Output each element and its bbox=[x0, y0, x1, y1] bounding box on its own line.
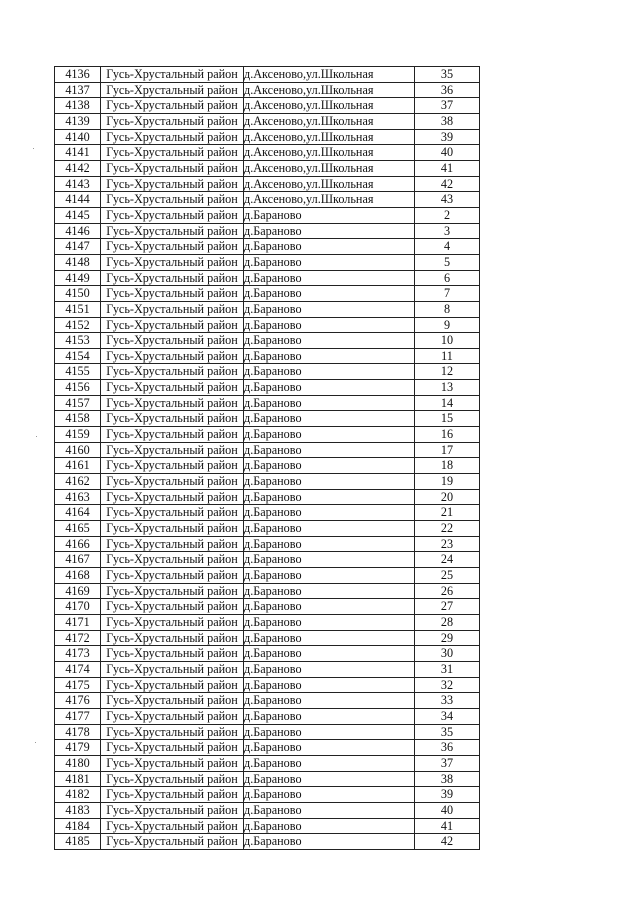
row-number-cell: 4161 bbox=[55, 458, 101, 474]
table-row bbox=[55, 286, 480, 302]
table-row bbox=[55, 442, 480, 458]
table-row bbox=[55, 583, 480, 599]
table-row bbox=[55, 802, 480, 818]
house-number-cell: 38 bbox=[415, 771, 480, 787]
table-row bbox=[55, 176, 480, 192]
scan-speck bbox=[35, 742, 36, 743]
house-number-cell: 35 bbox=[415, 67, 480, 83]
address-cell: д.Бараново bbox=[244, 301, 415, 317]
district-cell: Гусь-Хрустальный район bbox=[101, 98, 244, 114]
address-cell: д.Бараново bbox=[244, 442, 415, 458]
house-number-cell: 38 bbox=[415, 113, 480, 129]
table-row bbox=[55, 192, 480, 208]
district-cell: Гусь-Хрустальный район bbox=[101, 160, 244, 176]
address-cell: д.Бараново bbox=[244, 536, 415, 552]
address-cell: д.Аксеново,ул.Школьная bbox=[244, 129, 415, 145]
address-cell: д.Бараново bbox=[244, 223, 415, 239]
address-cell: д.Аксеново,ул.Школьная bbox=[244, 67, 415, 83]
house-number-cell: 13 bbox=[415, 380, 480, 396]
address-cell: д.Бараново bbox=[244, 599, 415, 615]
address-cell: д.Бараново bbox=[244, 787, 415, 803]
table-row bbox=[55, 630, 480, 646]
address-cell: д.Бараново bbox=[244, 740, 415, 756]
address-cell: д.Бараново bbox=[244, 552, 415, 568]
district-cell: Гусь-Хрустальный район bbox=[101, 474, 244, 490]
district-cell: Гусь-Хрустальный район bbox=[101, 317, 244, 333]
house-number-cell: 36 bbox=[415, 82, 480, 98]
table-row bbox=[55, 160, 480, 176]
table-row bbox=[55, 348, 480, 364]
address-cell: д.Бараново bbox=[244, 505, 415, 521]
row-number-cell: 4185 bbox=[55, 834, 101, 850]
address-cell: д.Бараново bbox=[244, 630, 415, 646]
district-cell: Гусь-Хрустальный район bbox=[101, 771, 244, 787]
district-cell: Гусь-Хрустальный район bbox=[101, 223, 244, 239]
table-row bbox=[55, 333, 480, 349]
row-number-cell: 4184 bbox=[55, 818, 101, 834]
house-number-cell: 29 bbox=[415, 630, 480, 646]
house-number-cell: 39 bbox=[415, 787, 480, 803]
house-number-cell: 25 bbox=[415, 568, 480, 584]
table-row bbox=[55, 614, 480, 630]
row-number-cell: 4168 bbox=[55, 568, 101, 584]
table-row bbox=[55, 521, 480, 537]
row-number-cell: 4138 bbox=[55, 98, 101, 114]
district-cell: Гусь-Хрустальный район bbox=[101, 755, 244, 771]
house-number-cell: 11 bbox=[415, 348, 480, 364]
house-number-cell: 6 bbox=[415, 270, 480, 286]
district-cell: Гусь-Хрустальный район bbox=[101, 427, 244, 443]
row-number-cell: 4162 bbox=[55, 474, 101, 490]
house-number-cell: 31 bbox=[415, 661, 480, 677]
house-number-cell: 42 bbox=[415, 176, 480, 192]
table-row bbox=[55, 82, 480, 98]
row-number-cell: 4175 bbox=[55, 677, 101, 693]
house-number-cell: 37 bbox=[415, 755, 480, 771]
address-cell: д.Бараново bbox=[244, 771, 415, 787]
row-number-cell: 4156 bbox=[55, 380, 101, 396]
district-cell: Гусь-Хрустальный район bbox=[101, 239, 244, 255]
row-number-cell: 4136 bbox=[55, 67, 101, 83]
house-number-cell: 35 bbox=[415, 724, 480, 740]
house-number-cell: 22 bbox=[415, 521, 480, 537]
address-cell: д.Бараново bbox=[244, 614, 415, 630]
house-number-cell: 33 bbox=[415, 693, 480, 709]
address-cell: д.Бараново bbox=[244, 568, 415, 584]
address-cell: д.Бараново bbox=[244, 646, 415, 662]
row-number-cell: 4165 bbox=[55, 521, 101, 537]
row-number-cell: 4181 bbox=[55, 771, 101, 787]
row-number-cell: 4144 bbox=[55, 192, 101, 208]
row-number-cell: 4152 bbox=[55, 317, 101, 333]
district-cell: Гусь-Хрустальный район bbox=[101, 583, 244, 599]
row-number-cell: 4145 bbox=[55, 207, 101, 223]
row-number-cell: 4153 bbox=[55, 333, 101, 349]
table-row bbox=[55, 724, 480, 740]
district-cell: Гусь-Хрустальный район bbox=[101, 802, 244, 818]
row-number-cell: 4174 bbox=[55, 661, 101, 677]
district-cell: Гусь-Хрустальный район bbox=[101, 505, 244, 521]
address-cell: д.Аксеново,ул.Школьная bbox=[244, 113, 415, 129]
row-number-cell: 4182 bbox=[55, 787, 101, 803]
row-number-cell: 4139 bbox=[55, 113, 101, 129]
district-cell: Гусь-Хрустальный район bbox=[101, 568, 244, 584]
row-number-cell: 4176 bbox=[55, 693, 101, 709]
scan-speck bbox=[33, 148, 34, 149]
district-cell: Гусь-Хрустальный район bbox=[101, 630, 244, 646]
table-row bbox=[55, 489, 480, 505]
table-row bbox=[55, 599, 480, 615]
row-number-cell: 4170 bbox=[55, 599, 101, 615]
address-cell: д.Аксеново,ул.Школьная bbox=[244, 176, 415, 192]
row-number-cell: 4172 bbox=[55, 630, 101, 646]
row-number-cell: 4158 bbox=[55, 411, 101, 427]
address-cell: д.Бараново bbox=[244, 489, 415, 505]
registry-table bbox=[54, 66, 480, 850]
district-cell: Гусь-Хрустальный район bbox=[101, 286, 244, 302]
house-number-cell: 39 bbox=[415, 129, 480, 145]
row-number-cell: 4164 bbox=[55, 505, 101, 521]
address-cell: д.Бараново bbox=[244, 818, 415, 834]
table-row bbox=[55, 129, 480, 145]
district-cell: Гусь-Хрустальный район bbox=[101, 787, 244, 803]
district-cell: Гусь-Хрустальный район bbox=[101, 129, 244, 145]
address-cell: д.Бараново bbox=[244, 755, 415, 771]
row-number-cell: 4150 bbox=[55, 286, 101, 302]
address-cell: д.Бараново bbox=[244, 677, 415, 693]
row-number-cell: 4143 bbox=[55, 176, 101, 192]
row-number-cell: 4163 bbox=[55, 489, 101, 505]
address-cell: д.Бараново bbox=[244, 364, 415, 380]
address-cell: д.Бараново bbox=[244, 521, 415, 537]
house-number-cell: 17 bbox=[415, 442, 480, 458]
house-number-cell: 37 bbox=[415, 98, 480, 114]
house-number-cell: 19 bbox=[415, 474, 480, 490]
row-number-cell: 4183 bbox=[55, 802, 101, 818]
house-number-cell: 24 bbox=[415, 552, 480, 568]
district-cell: Гусь-Хрустальный район bbox=[101, 442, 244, 458]
district-cell: Гусь-Хрустальный район bbox=[101, 646, 244, 662]
district-cell: Гусь-Хрустальный район bbox=[101, 458, 244, 474]
address-cell: д.Бараново bbox=[244, 207, 415, 223]
table-row bbox=[55, 364, 480, 380]
house-number-cell: 43 bbox=[415, 192, 480, 208]
row-number-cell: 4160 bbox=[55, 442, 101, 458]
row-number-cell: 4171 bbox=[55, 614, 101, 630]
house-number-cell: 41 bbox=[415, 818, 480, 834]
house-number-cell: 40 bbox=[415, 802, 480, 818]
address-cell: д.Бараново bbox=[244, 348, 415, 364]
row-number-cell: 4179 bbox=[55, 740, 101, 756]
table-row bbox=[55, 740, 480, 756]
address-cell: д.Аксеново,ул.Школьная bbox=[244, 192, 415, 208]
address-cell: д.Бараново bbox=[244, 708, 415, 724]
row-number-cell: 4148 bbox=[55, 254, 101, 270]
district-cell: Гусь-Хрустальный район bbox=[101, 176, 244, 192]
address-cell: д.Бараново bbox=[244, 724, 415, 740]
row-number-cell: 4167 bbox=[55, 552, 101, 568]
table-row bbox=[55, 98, 480, 114]
scan-speck bbox=[36, 436, 37, 437]
registry-table-body bbox=[55, 67, 480, 850]
table-row bbox=[55, 834, 480, 850]
house-number-cell: 14 bbox=[415, 395, 480, 411]
district-cell: Гусь-Хрустальный район bbox=[101, 207, 244, 223]
table-row bbox=[55, 677, 480, 693]
table-row bbox=[55, 646, 480, 662]
row-number-cell: 4137 bbox=[55, 82, 101, 98]
row-number-cell: 4177 bbox=[55, 708, 101, 724]
table-row bbox=[55, 755, 480, 771]
table-row bbox=[55, 223, 480, 239]
house-number-cell: 23 bbox=[415, 536, 480, 552]
table-row bbox=[55, 427, 480, 443]
house-number-cell: 2 bbox=[415, 207, 480, 223]
house-number-cell: 30 bbox=[415, 646, 480, 662]
address-cell: д.Бараново bbox=[244, 286, 415, 302]
district-cell: Гусь-Хрустальный район bbox=[101, 113, 244, 129]
address-cell: д.Бараново bbox=[244, 411, 415, 427]
table-row bbox=[55, 552, 480, 568]
address-cell: д.Бараново bbox=[244, 661, 415, 677]
house-number-cell: 3 bbox=[415, 223, 480, 239]
table-row bbox=[55, 254, 480, 270]
district-cell: Гусь-Хрустальный район bbox=[101, 834, 244, 850]
row-number-cell: 4146 bbox=[55, 223, 101, 239]
table-row bbox=[55, 458, 480, 474]
district-cell: Гусь-Хрустальный район bbox=[101, 708, 244, 724]
house-number-cell: 20 bbox=[415, 489, 480, 505]
district-cell: Гусь-Хрустальный район bbox=[101, 411, 244, 427]
house-number-cell: 27 bbox=[415, 599, 480, 615]
district-cell: Гусь-Хрустальный район bbox=[101, 145, 244, 161]
district-cell: Гусь-Хрустальный район bbox=[101, 82, 244, 98]
table-row bbox=[55, 270, 480, 286]
table-row bbox=[55, 568, 480, 584]
address-cell: д.Бараново bbox=[244, 583, 415, 599]
address-cell: д.Аксеново,ул.Школьная bbox=[244, 82, 415, 98]
address-cell: д.Бараново bbox=[244, 474, 415, 490]
address-cell: д.Бараново bbox=[244, 317, 415, 333]
address-cell: д.Бараново bbox=[244, 380, 415, 396]
address-cell: д.Аксеново,ул.Школьная bbox=[244, 160, 415, 176]
address-cell: д.Бараново bbox=[244, 458, 415, 474]
row-number-cell: 4149 bbox=[55, 270, 101, 286]
house-number-cell: 7 bbox=[415, 286, 480, 302]
table-row bbox=[55, 771, 480, 787]
house-number-cell: 36 bbox=[415, 740, 480, 756]
table-row bbox=[55, 411, 480, 427]
district-cell: Гусь-Хрустальный район bbox=[101, 693, 244, 709]
address-cell: д.Аксеново,ул.Школьная bbox=[244, 98, 415, 114]
district-cell: Гусь-Хрустальный район bbox=[101, 552, 244, 568]
row-number-cell: 4166 bbox=[55, 536, 101, 552]
row-number-cell: 4180 bbox=[55, 755, 101, 771]
district-cell: Гусь-Хрустальный район bbox=[101, 301, 244, 317]
house-number-cell: 4 bbox=[415, 239, 480, 255]
row-number-cell: 4154 bbox=[55, 348, 101, 364]
house-number-cell: 26 bbox=[415, 583, 480, 599]
district-cell: Гусь-Хрустальный район bbox=[101, 677, 244, 693]
house-number-cell: 15 bbox=[415, 411, 480, 427]
district-cell: Гусь-Хрустальный район bbox=[101, 740, 244, 756]
district-cell: Гусь-Хрустальный район bbox=[101, 270, 244, 286]
house-number-cell: 21 bbox=[415, 505, 480, 521]
house-number-cell: 28 bbox=[415, 614, 480, 630]
row-number-cell: 4178 bbox=[55, 724, 101, 740]
district-cell: Гусь-Хрустальный район bbox=[101, 614, 244, 630]
table-row bbox=[55, 239, 480, 255]
row-number-cell: 4147 bbox=[55, 239, 101, 255]
address-cell: д.Бараново bbox=[244, 395, 415, 411]
house-number-cell: 40 bbox=[415, 145, 480, 161]
address-cell: д.Бараново bbox=[244, 834, 415, 850]
address-cell: д.Бараново bbox=[244, 693, 415, 709]
row-number-cell: 4173 bbox=[55, 646, 101, 662]
district-cell: Гусь-Хрустальный район bbox=[101, 599, 244, 615]
table-row bbox=[55, 693, 480, 709]
row-number-cell: 4151 bbox=[55, 301, 101, 317]
house-number-cell: 34 bbox=[415, 708, 480, 724]
district-cell: Гусь-Хрустальный район bbox=[101, 521, 244, 537]
table-row bbox=[55, 145, 480, 161]
table-row bbox=[55, 395, 480, 411]
table-row bbox=[55, 207, 480, 223]
table-row bbox=[55, 661, 480, 677]
row-number-cell: 4169 bbox=[55, 583, 101, 599]
row-number-cell: 4140 bbox=[55, 129, 101, 145]
address-cell: д.Бараново bbox=[244, 270, 415, 286]
district-cell: Гусь-Хрустальный район bbox=[101, 254, 244, 270]
house-number-cell: 18 bbox=[415, 458, 480, 474]
address-cell: д.Бараново bbox=[244, 239, 415, 255]
address-cell: д.Бараново bbox=[244, 427, 415, 443]
table-row bbox=[55, 787, 480, 803]
address-cell: д.Бараново bbox=[244, 333, 415, 349]
house-number-cell: 32 bbox=[415, 677, 480, 693]
table-row bbox=[55, 301, 480, 317]
district-cell: Гусь-Хрустальный район bbox=[101, 333, 244, 349]
house-number-cell: 12 bbox=[415, 364, 480, 380]
table-row bbox=[55, 474, 480, 490]
house-number-cell: 5 bbox=[415, 254, 480, 270]
house-number-cell: 41 bbox=[415, 160, 480, 176]
address-cell: д.Бараново bbox=[244, 254, 415, 270]
table-row bbox=[55, 708, 480, 724]
table-row bbox=[55, 113, 480, 129]
district-cell: Гусь-Хрустальный район bbox=[101, 536, 244, 552]
house-number-cell: 8 bbox=[415, 301, 480, 317]
district-cell: Гусь-Хрустальный район bbox=[101, 67, 244, 83]
house-number-cell: 9 bbox=[415, 317, 480, 333]
district-cell: Гусь-Хрустальный район bbox=[101, 395, 244, 411]
row-number-cell: 4155 bbox=[55, 364, 101, 380]
row-number-cell: 4157 bbox=[55, 395, 101, 411]
district-cell: Гусь-Хрустальный район bbox=[101, 724, 244, 740]
table-row bbox=[55, 380, 480, 396]
district-cell: Гусь-Хрустальный район bbox=[101, 661, 244, 677]
table-row bbox=[55, 536, 480, 552]
address-cell: д.Бараново bbox=[244, 802, 415, 818]
district-cell: Гусь-Хрустальный район bbox=[101, 818, 244, 834]
district-cell: Гусь-Хрустальный район bbox=[101, 380, 244, 396]
table-row bbox=[55, 505, 480, 521]
district-cell: Гусь-Хрустальный район bbox=[101, 489, 244, 505]
district-cell: Гусь-Хрустальный район bbox=[101, 192, 244, 208]
house-number-cell: 10 bbox=[415, 333, 480, 349]
address-cell: д.Аксеново,ул.Школьная bbox=[244, 145, 415, 161]
house-number-cell: 42 bbox=[415, 834, 480, 850]
table-row bbox=[55, 67, 480, 83]
table-row bbox=[55, 317, 480, 333]
district-cell: Гусь-Хрустальный район bbox=[101, 348, 244, 364]
house-number-cell: 16 bbox=[415, 427, 480, 443]
district-cell: Гусь-Хрустальный район bbox=[101, 364, 244, 380]
row-number-cell: 4159 bbox=[55, 427, 101, 443]
table-row bbox=[55, 818, 480, 834]
row-number-cell: 4142 bbox=[55, 160, 101, 176]
row-number-cell: 4141 bbox=[55, 145, 101, 161]
